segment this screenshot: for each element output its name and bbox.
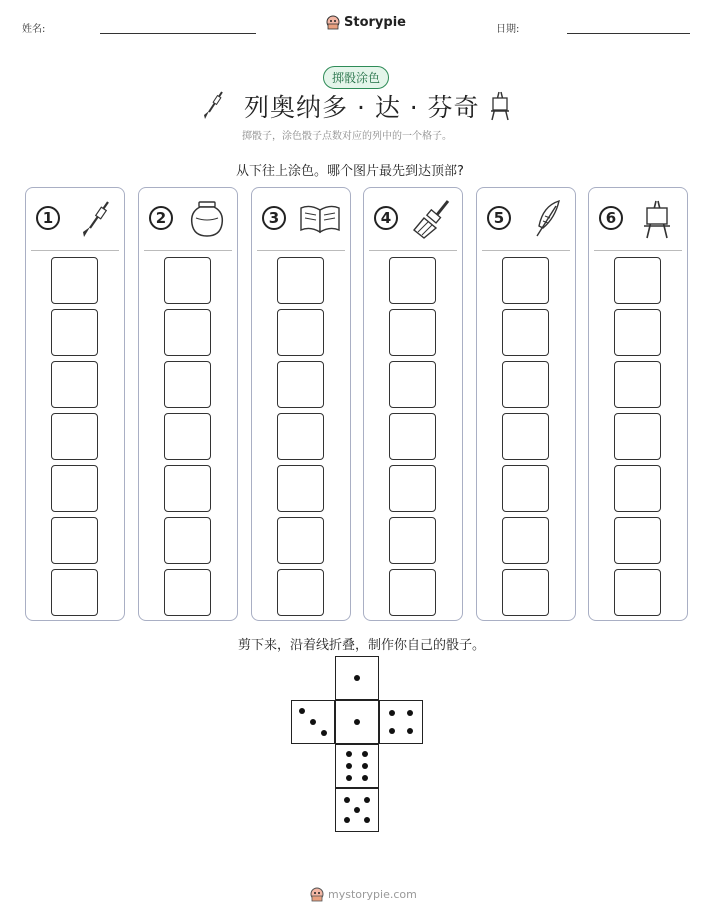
easel-icon	[635, 198, 679, 240]
column-header	[139, 188, 237, 250]
column-number: 4	[374, 206, 398, 230]
color-cell[interactable]	[614, 257, 661, 304]
column-number: 6	[599, 206, 623, 230]
color-cell[interactable]	[277, 413, 324, 460]
column-divider	[482, 250, 570, 251]
die-pip	[346, 751, 352, 757]
dice-column-5	[476, 187, 576, 621]
color-cell[interactable]	[502, 309, 549, 356]
question-text: 从下往上涂色。哪个图片最先到达顶部?	[236, 164, 464, 179]
date-label: 日期:	[496, 24, 520, 35]
color-cell[interactable]	[502, 413, 549, 460]
column-divider	[257, 250, 345, 251]
color-cell[interactable]	[277, 257, 324, 304]
color-cell[interactable]	[502, 569, 549, 616]
die-pip	[362, 763, 368, 769]
column-divider	[594, 250, 682, 251]
color-cell[interactable]	[51, 361, 98, 408]
wide-brush-icon	[410, 198, 454, 240]
die-pip	[364, 817, 370, 823]
date-line	[567, 33, 690, 34]
die-pip	[389, 728, 395, 734]
color-cell[interactable]	[51, 569, 98, 616]
column-header	[589, 188, 687, 250]
column-number: 1	[36, 206, 60, 230]
column-number: 2	[149, 206, 173, 230]
die-pip	[364, 797, 370, 803]
dice-column-1	[25, 187, 125, 621]
die-face-1	[335, 700, 379, 744]
name-line	[100, 33, 256, 34]
color-cell[interactable]	[389, 413, 436, 460]
color-cell[interactable]	[614, 465, 661, 512]
die-face-5	[335, 788, 379, 832]
column-header	[477, 188, 575, 250]
dice-column-6	[588, 187, 688, 621]
die-pip	[321, 730, 327, 736]
color-cell[interactable]	[164, 361, 211, 408]
color-cell[interactable]	[389, 465, 436, 512]
color-cell[interactable]	[614, 309, 661, 356]
color-cell[interactable]	[164, 257, 211, 304]
dice-column-4	[363, 187, 463, 621]
instruction-text: 掷骰子，涂色骰子点数对应的列中的一个格子。	[242, 131, 452, 142]
storypie-mascot-icon	[310, 886, 324, 902]
color-cell[interactable]	[277, 569, 324, 616]
color-cell[interactable]	[51, 309, 98, 356]
color-cell[interactable]	[614, 569, 661, 616]
color-cell[interactable]	[277, 517, 324, 564]
cut-instruction: 剪下来，沿着线折叠，制作你自己的骰子。	[238, 638, 486, 653]
die-pip	[407, 710, 413, 716]
ink-pot-icon	[185, 198, 229, 240]
die-pip	[344, 817, 350, 823]
footer	[310, 886, 417, 902]
color-cell[interactable]	[389, 257, 436, 304]
color-cell[interactable]	[277, 361, 324, 408]
die-pip	[344, 797, 350, 803]
color-cell[interactable]	[164, 413, 211, 460]
color-cell[interactable]	[51, 465, 98, 512]
paintbrush-icon	[72, 198, 116, 240]
color-cell[interactable]	[164, 465, 211, 512]
color-cell[interactable]	[389, 569, 436, 616]
color-cell[interactable]	[502, 257, 549, 304]
color-cell[interactable]	[51, 413, 98, 460]
column-header	[26, 188, 124, 250]
column-header	[252, 188, 350, 250]
color-cell[interactable]	[389, 309, 436, 356]
column-divider	[31, 250, 119, 251]
die-pip	[362, 751, 368, 757]
die-face-3	[291, 700, 335, 744]
paintbrush-icon	[200, 90, 226, 122]
open-book-icon	[298, 198, 342, 240]
activity-badge: 掷骰涂色	[323, 66, 389, 89]
die-pip	[346, 763, 352, 769]
die-pip	[362, 775, 368, 781]
die-pip	[310, 719, 316, 725]
color-cell[interactable]	[614, 413, 661, 460]
storypie-mascot-icon	[326, 14, 340, 30]
easel-icon	[486, 90, 514, 122]
color-cell[interactable]	[502, 361, 549, 408]
die-face-1	[335, 656, 379, 700]
column-number: 3	[262, 206, 286, 230]
color-cell[interactable]	[502, 465, 549, 512]
die-face-6	[335, 744, 379, 788]
die-pip	[354, 675, 360, 681]
color-cell[interactable]	[164, 569, 211, 616]
quill-icon	[523, 198, 567, 240]
dice-column-3	[251, 187, 351, 621]
color-cell[interactable]	[277, 309, 324, 356]
color-cell[interactable]	[277, 465, 324, 512]
name-label: 姓名:	[22, 24, 46, 35]
color-cell[interactable]	[389, 361, 436, 408]
column-header	[364, 188, 462, 250]
page-title: 列奥纳多 · 达 · 芬奇	[244, 93, 480, 122]
column-divider	[369, 250, 457, 251]
brand-logo	[326, 14, 406, 30]
color-cell[interactable]	[51, 517, 98, 564]
brand-name: Storypie	[344, 14, 406, 30]
dice-column-2	[138, 187, 238, 621]
color-cell[interactable]	[164, 309, 211, 356]
color-cell[interactable]	[614, 361, 661, 408]
die-pip	[354, 719, 360, 725]
color-cell[interactable]	[614, 517, 661, 564]
color-cell[interactable]	[502, 517, 549, 564]
color-cell[interactable]	[51, 257, 98, 304]
footer-url: mystorypie.com	[328, 887, 417, 901]
die-pip	[389, 710, 395, 716]
die-face-4	[379, 700, 423, 744]
die-pip	[346, 775, 352, 781]
color-cell[interactable]	[164, 517, 211, 564]
column-number: 5	[487, 206, 511, 230]
die-pip	[299, 708, 305, 714]
column-divider	[144, 250, 232, 251]
die-pip	[354, 807, 360, 813]
die-pip	[407, 728, 413, 734]
color-cell[interactable]	[389, 517, 436, 564]
